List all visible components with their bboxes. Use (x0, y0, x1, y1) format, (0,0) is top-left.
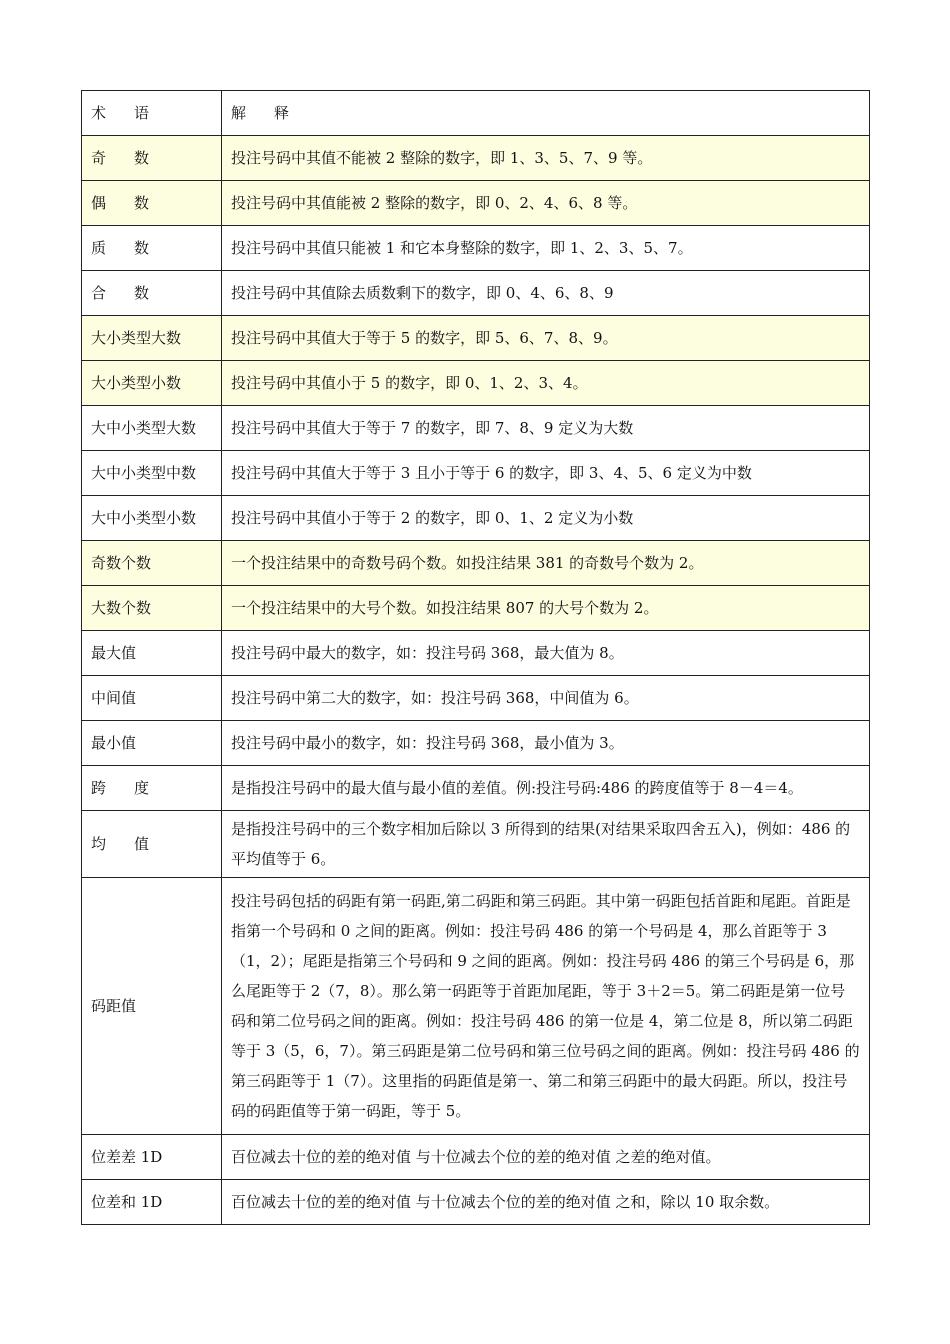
table-row (82, 631, 870, 676)
definition-text: 投注号码中第二大的数字，如：投注号码 368，中间值为 6。 (231, 689, 639, 707)
term-cell (82, 721, 222, 766)
header-term-char-2: 语 (134, 104, 150, 122)
document-page (81, 90, 869, 1225)
definition-cell (222, 1135, 870, 1180)
term-char: 值 (134, 835, 150, 853)
term-text: 大小类型小数 (91, 374, 182, 392)
definition-text: 一个投注结果中的大号个数。如投注结果 807 的大号个数为 2。 (231, 599, 659, 617)
definition-cell (222, 631, 870, 676)
definition-text: 投注号码中其值只能被 1 和它本身整除的数字，即 1、2、3、5、7。 (231, 239, 693, 257)
definition-cell (222, 496, 870, 541)
term-cell (82, 496, 222, 541)
term-cell (82, 451, 222, 496)
definition-text: 投注号码中其值大于等于 3 且小于等于 6 的数字，即 3、4、5、6 定义为中数 (231, 464, 752, 482)
definition-text: 投注号码中其值不能被 2 整除的数字，即 1、3、5、7、9 等。 (231, 149, 653, 167)
table-row (82, 406, 870, 451)
table-row (82, 878, 870, 1135)
definition-cell (222, 721, 870, 766)
term-cell (82, 676, 222, 721)
definition-cell (222, 878, 870, 1135)
header-term-char-1: 术 (91, 104, 107, 122)
term-char: 跨 (91, 779, 107, 797)
definition-cell (222, 1180, 870, 1225)
definition-cell (222, 181, 870, 226)
term-cell (82, 586, 222, 631)
term-cell (82, 1135, 222, 1180)
term-cell (82, 541, 222, 586)
term-char: 数 (134, 284, 150, 302)
definition-cell (222, 766, 870, 811)
definition-cell (222, 406, 870, 451)
term-cell (82, 811, 222, 878)
table-row (82, 676, 870, 721)
term-char: 数 (134, 149, 150, 167)
definition-text: 一个投注结果中的奇数号码个数。如投注结果 381 的奇数号个数为 2。 (231, 554, 704, 572)
term-cell (82, 361, 222, 406)
term-char: 奇 (91, 149, 107, 167)
definition-text: 投注号码中其值小于 5 的数字，即 0、1、2、3、4。 (231, 374, 588, 392)
header-term-cell (82, 91, 222, 136)
definition-text: 投注号码中其值大于等于 5 的数字，即 5、6、7、8、9。 (231, 329, 618, 347)
table-header-row (82, 91, 870, 136)
definition-text: 是指投注号码中的最大值与最小值的差值。例:投注号码:486 的跨度值等于 8－4＝4。 (231, 779, 803, 797)
definition-text: 投注号码包括的码距有第一码距,第二码距和第三码距。其中第一码距包括首距和尾距。首距是指第一个号码和 0 之间的距离。例如：投注号码 486 的第一个号码是 4，那么首距等于 3（1，2）；尾距是指第三个号码和 9 之间的距离。例如：投注号码 486 的第三个号码是 6，那么尾距等于 2（7，8）。那么第一码距等于首距加尾距，等于 3＋2＝5。第二码距是第一位号码和第二位号码之间的距离。例如：投注号码 486 的第一位是 4，第二位是 8，所以第二码距等于 3（5，6，7）。第三码距是第二位号码和第三位号码之间的距离。例如：投注号码 486 的第三码距等于 1（7）。这里指的码距值是第一、第二和第三码距中的最大码距。所以，投注号码的码距值等于第一码距，等于 5。 (231, 892, 860, 1120)
term-cell (82, 1180, 222, 1225)
definition-text: 百位减去十位的差的绝对值 与十位减去个位的差的绝对值 之和，除以 10 取余数。 (231, 1193, 780, 1211)
table-row (82, 586, 870, 631)
table-row (82, 721, 870, 766)
term-cell (82, 631, 222, 676)
term-text: 大中小类型大数 (91, 419, 197, 437)
term-cell (82, 181, 222, 226)
term-cell (82, 878, 222, 1135)
term-text: 位差和 1D (91, 1193, 163, 1211)
term-cell (82, 766, 222, 811)
terms-table-body (82, 91, 870, 1225)
term-text: 大数个数 (91, 599, 152, 617)
term-char: 数 (134, 239, 150, 257)
definition-cell (222, 676, 870, 721)
term-char: 数 (134, 194, 150, 212)
term-char: 度 (134, 779, 150, 797)
term-cell (82, 316, 222, 361)
table-row (82, 811, 870, 878)
term-char: 质 (91, 239, 107, 257)
table-row (82, 226, 870, 271)
table-row (82, 136, 870, 181)
term-char: 合 (91, 284, 107, 302)
definition-cell (222, 811, 870, 878)
definition-cell (222, 271, 870, 316)
definition-text: 投注号码中其值除去质数剩下的数字，即 0、4、6、8、9 (231, 284, 614, 302)
table-row (82, 316, 870, 361)
definition-cell (222, 136, 870, 181)
table-row (82, 1180, 870, 1225)
table-row (82, 496, 870, 541)
term-text: 大小类型大数 (91, 329, 182, 347)
definition-text: 投注号码中最大的数字，如：投注号码 368，最大值为 8。 (231, 644, 624, 662)
definition-cell (222, 451, 870, 496)
table-row (82, 451, 870, 496)
term-char: 均 (91, 835, 107, 853)
definition-text: 投注号码中最小的数字，如：投注号码 368，最小值为 3。 (231, 734, 624, 752)
term-text: 大中小类型中数 (91, 464, 197, 482)
definition-cell (222, 361, 870, 406)
header-definition-char-1: 解 (231, 104, 247, 122)
term-text: 中间值 (91, 689, 137, 707)
terms-table (81, 90, 870, 1225)
table-row (82, 181, 870, 226)
term-text: 大中小类型小数 (91, 509, 197, 527)
term-cell (82, 406, 222, 451)
definition-text: 投注号码中其值能被 2 整除的数字，即 0、2、4、6、8 等。 (231, 194, 638, 212)
term-cell (82, 271, 222, 316)
definition-text: 投注号码中其值大于等于 7 的数字，即 7、8、9 定义为大数 (231, 419, 634, 437)
term-text: 位差差 1D (91, 1148, 163, 1166)
definition-cell (222, 316, 870, 361)
term-char: 偶 (91, 194, 107, 212)
header-definition-char-2: 释 (274, 104, 290, 122)
term-text: 最大值 (91, 644, 137, 662)
table-row (82, 541, 870, 586)
definition-cell (222, 586, 870, 631)
table-row (82, 1135, 870, 1180)
term-text: 最小值 (91, 734, 137, 752)
term-text: 码距值 (91, 997, 137, 1015)
definition-cell (222, 226, 870, 271)
table-row (82, 361, 870, 406)
definition-text: 投注号码中其值小于等于 2 的数字，即 0、1、2 定义为小数 (231, 509, 634, 527)
term-cell (82, 136, 222, 181)
table-row (82, 271, 870, 316)
table-row (82, 766, 870, 811)
definition-cell (222, 541, 870, 586)
term-cell (82, 226, 222, 271)
term-text: 奇数个数 (91, 554, 152, 572)
definition-text: 百位减去十位的差的绝对值 与十位减去个位的差的绝对值 之差的绝对值。 (231, 1148, 721, 1166)
definition-text: 是指投注号码中的三个数字相加后除以 3 所得到的结果(对结果采取四舍五入)，例如：486 的平均值等于 6。 (231, 820, 851, 868)
header-definition-cell (222, 91, 870, 136)
